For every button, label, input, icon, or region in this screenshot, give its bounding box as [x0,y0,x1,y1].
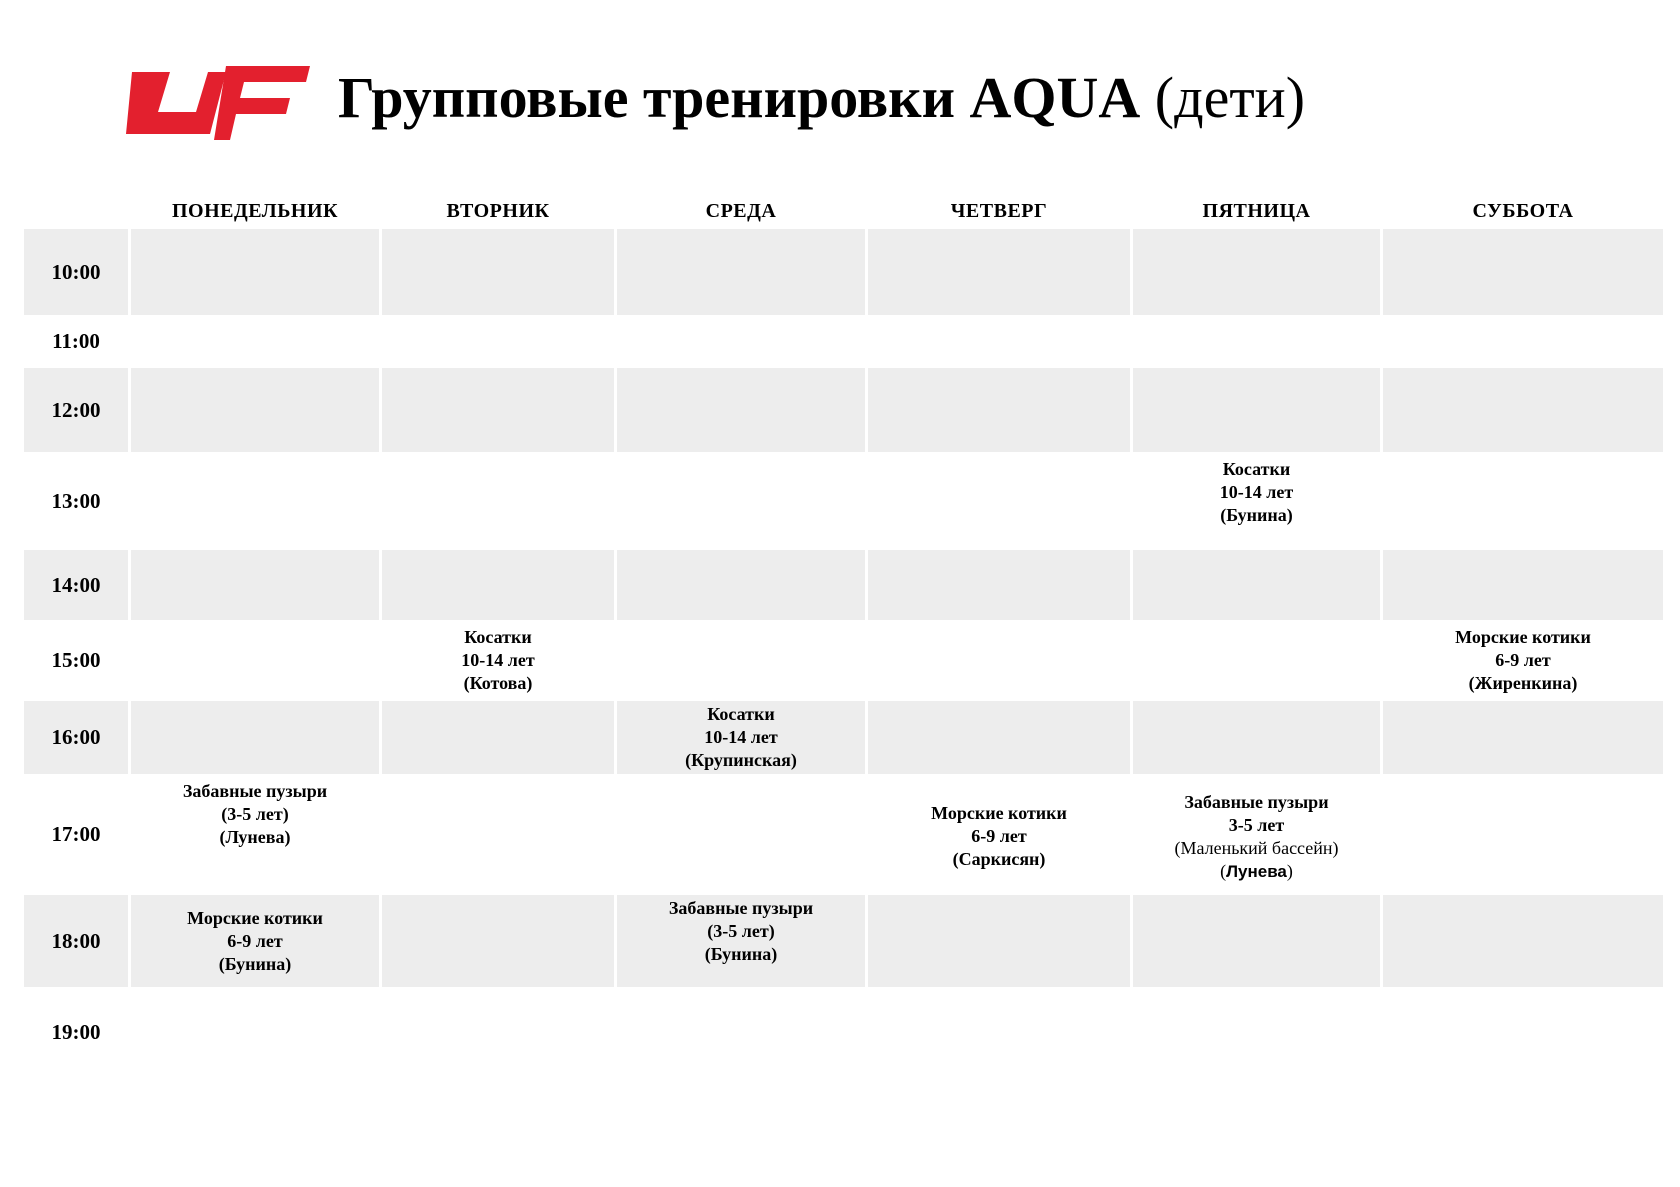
slot-thu-1500 [868,620,1130,701]
slot-thu-1300 [868,452,1130,550]
slot-fri-1200 [1133,368,1380,452]
session-name: Забавные пузыри [182,781,328,801]
time-row-1700 [24,774,1664,895]
coach-name: Лунева [1226,862,1287,881]
session-name: Морские котики [187,907,323,928]
slot-sat-1300 [1383,452,1663,550]
slot-tue-1400 [382,550,614,620]
slot-wed-1200 [617,368,865,452]
slot-mon-1000 [131,229,379,315]
slot-sat-1500 [1383,620,1663,701]
slot-fri-1800 [1133,895,1380,987]
slot-mon-1200 [131,368,379,452]
session-location: (Маленький бассейн) [1174,838,1339,858]
corner-cell [24,194,128,229]
time-row-1000 [24,229,1664,315]
time-row-1500 [24,620,1664,701]
time-row-1200 [24,368,1664,452]
slot-thu-1700 [868,774,1130,895]
session-age: 3-5 лет [1228,815,1285,835]
slot-wed-1300 [617,452,865,550]
time-label: 11:00 [52,329,100,353]
time-label: 15:00 [51,648,101,672]
session-coach: (Бунина) [704,944,778,964]
slot-wed-1800 [617,895,865,987]
slot-wed-1000 [617,229,865,315]
time-label: 10:00 [24,229,128,315]
session-name: Косатки [1222,459,1291,479]
title-main: Групповые тренировки AQUA [338,65,1141,130]
session-name: Забавные пузыри [668,898,814,918]
slot-tue-1700 [382,774,614,895]
time-row-1600 [24,701,1664,774]
slot-thu-1800 [868,895,1130,987]
time-row-1800 [24,895,1664,987]
day-header-thursday: ЧЕТВЕРГ [950,200,1048,222]
time-label: 16:00 [24,701,128,774]
session-card [183,780,327,849]
time-row-1900 [24,987,1664,1077]
session-card [187,907,323,976]
slot-mon-1400 [131,550,379,620]
slot-sat-1200 [1383,368,1663,452]
session-card [1174,791,1338,883]
slot-sat-1600 [1383,701,1663,774]
session-age: 10-14 лет [704,727,778,747]
slot-mon-1300 [131,452,379,550]
slot-sat-1400 [1383,550,1663,620]
session-age: 10-14 лет [461,650,535,670]
session-card [669,897,813,966]
day-header-wednesday: СРЕДА [705,200,777,222]
session-coach: (Котова) [463,673,533,693]
session-coach [1220,860,1293,883]
day-header-tuesday: ВТОРНИК [446,200,550,222]
day-header-saturday: СУББОТА [1472,200,1574,222]
slot-mon-1600 [131,701,379,774]
session-card [931,802,1067,871]
session-coach: (Крупинская) [685,750,797,770]
session-age: 6-9 лет [971,826,1027,846]
slot-thu-1000 [868,229,1130,315]
slot-thu-1400 [868,550,1130,620]
schedule-table [24,194,1664,1077]
day-header-monday: ПОНЕДЕЛЬНИК [171,200,339,222]
session-card [1220,458,1293,527]
session-age: (3-5 лет) [707,921,775,941]
day-header-friday: ПЯТНИЦА [1202,200,1311,222]
slot-fri-1300 [1133,452,1380,550]
slot-tue-1200 [382,368,614,452]
time-row-1100 [24,315,1664,368]
session-age: 6-9 лет [1495,650,1551,670]
session-age: 6-9 лет [227,930,283,951]
slot-wed-1700 [617,774,865,895]
uf-logo [122,62,310,144]
session-card [461,626,534,695]
slot-mon-1500 [131,620,379,701]
slot-sat-1800 [1383,895,1663,987]
slot-fri-1500 [1133,620,1380,701]
slot-fri-1600 [1133,701,1380,774]
slot-mon-1800 [131,895,379,987]
session-name: Морские котики [931,803,1067,823]
slot-wed-1500 [617,620,865,701]
slot-tue-1000 [382,229,614,315]
session-coach: (Бунина) [218,953,292,974]
slot-fri-1400 [1133,550,1380,620]
slot-tue-1500 [382,620,614,701]
slot-fri-1700 [1133,774,1380,895]
time-label: 18:00 [24,895,128,987]
time-label: 12:00 [24,368,128,452]
slot-wed-1600 [617,701,865,774]
slot-thu-1200 [868,368,1130,452]
time-row-1300 [24,452,1664,550]
slot-sat-1700 [1383,774,1663,895]
session-name: Забавные пузыри [1184,792,1329,812]
slot-fri-1000 [1133,229,1380,315]
day-header-row [24,194,1664,229]
page-title [338,58,1305,138]
slot-wed-1400 [617,550,865,620]
slot-mon-1700 [131,774,379,895]
slot-sat-1000 [1383,229,1663,315]
session-name: Морские котики [1455,627,1591,647]
session-age: (3-5 лет) [221,804,289,824]
coach-close-paren: ) [1286,861,1293,881]
time-label: 13:00 [51,488,101,513]
session-coach: (Жиренкина) [1468,673,1578,693]
session-age: 10-14 лет [1219,482,1294,502]
slot-tue-1600 [382,701,614,774]
slot-tue-1300 [382,452,614,550]
time-label: 19:00 [51,1019,101,1044]
slot-tue-1800 [382,895,614,987]
session-coach: (Бунина) [1220,505,1293,525]
session-card [685,703,797,772]
coach-open-paren: ( [1220,861,1227,881]
title-sub: (дети) [1154,65,1306,130]
time-row-1400 [24,550,1664,620]
time-label: 17:00 [51,822,101,846]
session-coach: (Саркисян) [952,849,1046,869]
session-coach: (Лунева) [219,827,291,847]
session-name: Косатки [707,704,775,724]
session-card [1455,626,1591,695]
slot-thu-1600 [868,701,1130,774]
time-label: 14:00 [24,550,128,620]
session-name: Косатки [464,627,532,647]
